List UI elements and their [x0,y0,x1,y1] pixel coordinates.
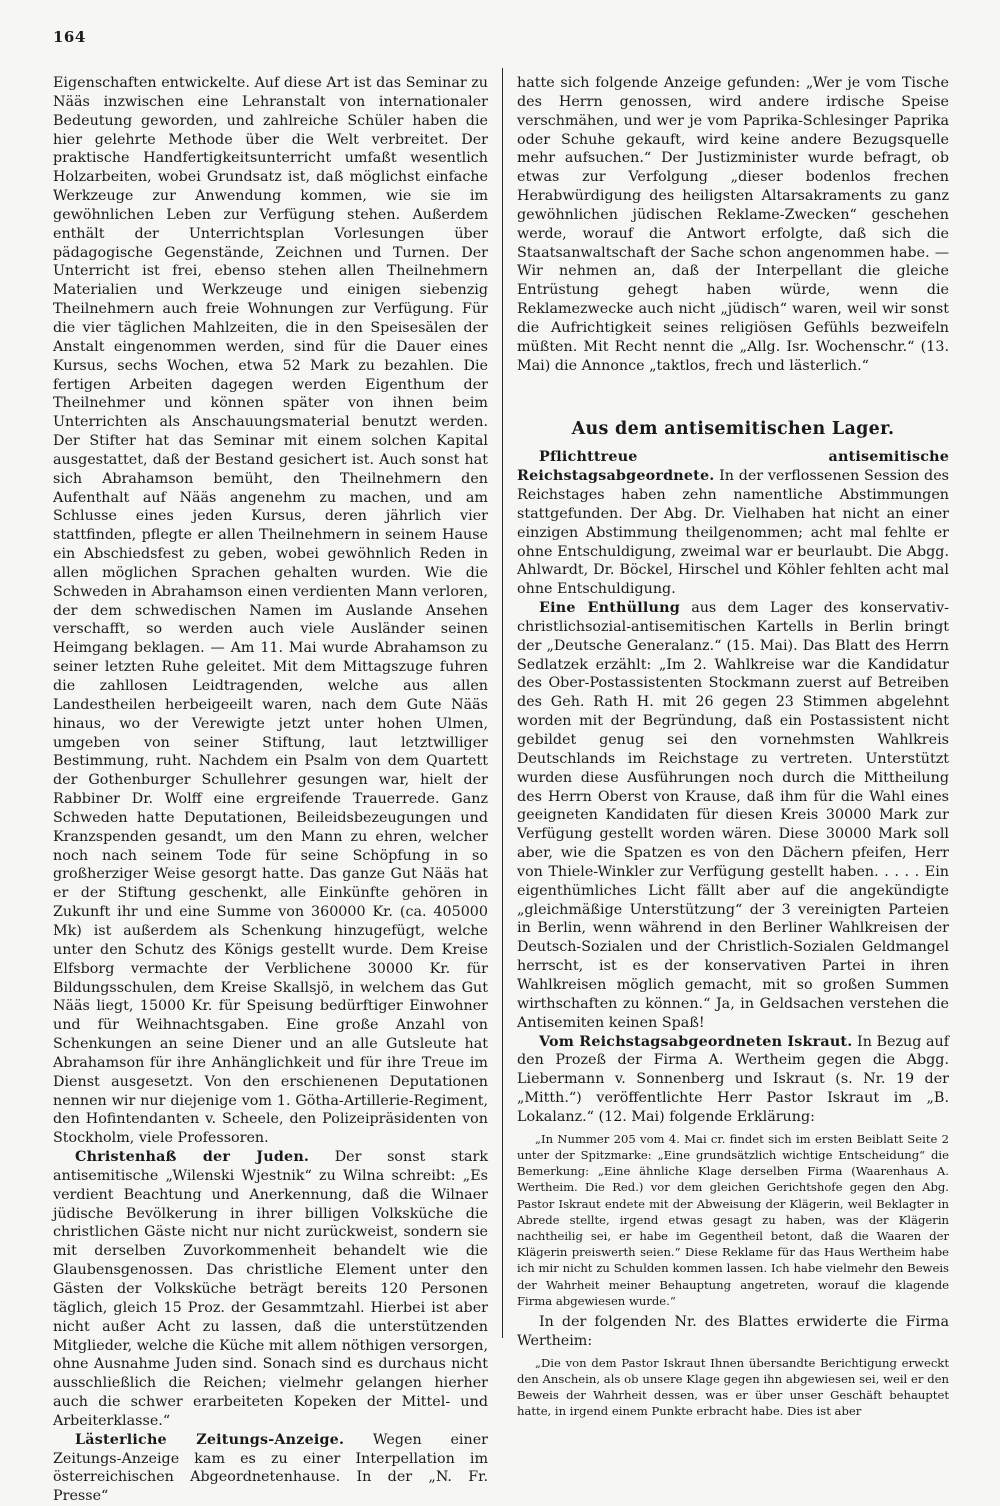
article-pflichttreue [517,448,949,599]
article-enthuellung [517,599,949,1032]
column-divider [502,68,503,1338]
section-title: Aus dem antisemitischen Lager. [571,418,895,439]
article-headline: Vom Reichstagsabgeordneten Iskraut. [539,1033,853,1050]
article-headline: Christenhaß der Juden. [75,1149,310,1166]
page-number: 164 [53,28,86,46]
article-body: Der sonst stark antisemitische „Wilenski Wjestnik“ zu Wilna schreibt: „Es verdient Beachtung und Anerkennung, daß die Wilnaer jüdische Bevölkerung in ihrer billigen Volksküche die christlichen Gäste nicht nur nicht zurückweist, sondern sie mit derselben Zuvorkommenheit behandelt wie die Glaubensgenossen. Das christliche Element unter den Gästen der Volksküche beträgt bereits 120 Personen täglich, gleich 15 Proz. der Gesammtzahl. Hierbei ist aber nicht außer Acht zu lassen, daß die unterstützenden Mitglieder, welche die Küche mit allem nöthigen versorgen, ohne Ausnahme Juden sind. Sonach sind es durchaus nicht ausschließlich die Reichen; vielmehr gelangen hierher auch die schwer erarbeiteten Kopeken der Mittel- und Arbeiterklasse.“ [53,1149,489,1429]
article-body: In der verflossenen Session des Reichstages haben zehn namentliche Abstimmungen stattgefunden. Der Abg. Dr. Vielhaben hat nicht an einer einzigen Abstimmung theilgenommen; acht mal fehlte er ohne Entschuldigung, zweimal war er beurlaubt. Die Abgg. Ahlwardt, Dr. Böckel, Hirschel und Köhler fehlten acht mal ohne Entschuldigung. [517,468,949,598]
article-zeitungs-anzeige [53,1431,488,1506]
right-column [517,74,950,1419]
article-continuation: hatte sich folgende Anzeige gefunden: „Wer je vom Tische des Herrn genossen, wird andere irdische Speise verschmähen, und wer je vom Paprika-Schlesinger Paprika oder Schuhe gekauft, wird keine andere Bezugsquelle mehr aufsuchen.“ Der Justizminister wurde befragt, ob etwas zur Verfolgung „dieser bodenlos frechen Herabwürdigung des heiligsten Altarsakraments zu ganz gewöhnlichen jüdischen Reklame-Zwecken“ geschehen werde, worauf die Antwort erfolgte, daß sich die Staatsanwaltschaft der Sache schon angenommen habe. — Wir nehmen an, daß der Interpellant die gleiche Entrüstung gehegt haben würde, wenn die Reklamezwecke auch nicht „jüdisch“ waren, weil wir sonst die Aufrichtigkeit seines religiösen Gefühls bezweifeln müßten. Mit Recht nennt die „Allg. Isr. Wochenschr.“ (13. Mai) die Annonce „taktlos, frech und lästerlich.“ [517,75,949,374]
article-headline: Eine Enthüllung [539,600,680,617]
quoted-reply: „Die von dem Pastor Iskraut Ihnen übersandte Berichtigung erweckt den Anschein, als ob unsere Klage gegen ihn abgewiesen sei, weil er den Beweis der Wahrheit dessen, was er über unser Geschäft behauptet hatte, in irgend einem Punkte erbracht habe. Dies ist aber [517,1355,949,1419]
left-column [53,74,489,1505]
bridge-text: In der folgenden Nr. des Blattes erwiderte die Firma Wertheim: [517,1313,949,1349]
article-iskraut [517,1033,949,1127]
article-body: In Bezug auf den Prozeß der Firma A. Wertheim gegen die Abgg. Liebermann v. Sonnenberg und Iskraut (s. Nr. 19 der „Mitth.“) veröffentlichte Herr Pastor Iskraut im „B. Lokalanz.“ (12. Mai) folgende Erklärung: [517,1033,950,1125]
article-christenhass [53,1148,488,1431]
article-body: aus dem Lager des konservativ-christlichsozial-antisemitischen Kartells in Berlin bringt der „Deutsche Generalanz.“ (15. Mai). Das Blatt des Herrn Sedlatzek erzählt: „Im 2. Wahlkreise war die Kandidatur des Ober-Postassistenten Stockmann zuerst auf Betreiben des Geh. Rath H. mit 26 gegen 23 Stimmen abgelehnt worden mit der Begründung, daß ein Postassistent nicht gebildet genug sei den vornehmsten Wahlkreis Deutschlands im Reichstage zu vertreten. Unterstützt wurden diese Ausführungen noch durch die Mittheilung des Herrn Oberst von Krause, daß ihm für die Wahl eines geeigneten Kandidaten für diesen Kreis 30000 Mark zur Verfügung gestellt worden wären. Diese 30000 Mark soll aber, wie die Spatzen es von den Dächern pfeifen, Herr von Thiele-Winkler zur Verfügung gestellt haben. . . . . Ein eigenthümliches Licht fällt aber auf die angekündigte „gleichmäßige Unterstützung“ der 3 vereinigten Parteien in Berlin, wenn während in den Berliner Wahlkreisen der Deutsch-Sozialen und der Christlich-Sozialen Geldmangel herrscht, ist es der konservativen Partei in ihren Wahlkreisen möglich gemacht, mit so großen Summen wirthschaften zu können.“ Ja, in Geldsachen verstehen die Antisemiten keinen Spaß! [517,600,949,1031]
article-body: Wegen einer Zeitungs-Anzeige kam es zu einer Interpellation im österreichischen Abgeordnetenhause. In der „N. Fr. Presse“ [53,1431,488,1505]
article-headline: Lästerliche Zeitungs-Anzeige. [75,1431,345,1448]
article-headline: Pflichttreue antisemitische Reichstagsabgeordnete. [517,449,949,485]
quoted-declaration: „In Nummer 205 vom 4. Mai cr. findet sich im ersten Beiblatt Seite 2 unter der Spitzmarke: „Eine grundsätzlich wichtige Entscheidung“ die Bemerkung: „Eine ähnliche Klage derselben Firma (Waarenhaus A. Wertheim. Die Red.) vor dem gleichen Gerichtshofe gegen den Abg. Pastor Iskraut endete mit der Abweisung der Klägerin, weil Beklagter in Abrede stellte, irgend etwas gesagt zu haben, was der Klägerin nachtheilig sei, er habe im Gegentheil betont, daß die Waaren der Klägerin preiswerth seien.“ Diese Reklame für das Haus Wertheim habe ich mir nicht zu Schulden kommen lassen. Ich habe vielmehr den Beweis der Wahrheit meiner Behauptung angetreten, worauf die klagende Firma abgewiesen wurde.“ [517,1131,949,1308]
article-abrahamson: Eigenschaften entwickelte. Auf diese Art ist das Seminar zu Nääs inzwischen eine Lehranstalt von internationaler Bedeutung geworden, und zahlreiche Schüler haben die hier gelehrte Methode über die Welt verbreitet. Der praktische Handfertigkeitsunterricht umfaßt wesentlich Holzarbeiten, wobei Grundsatz ist, daß möglichst einfache Werkzeuge zur Anwendung kommen, wie sie im gewöhnlichen Leben zur Verfügung stehen. Außerdem enthält der Unterrichtsplan Vorlesungen über pädagogische Gegenstände, Zeichnen und Turnen. Der Unterricht ist frei, ebenso stehen allen Theilnehmern Materialien und Werkzeuge und einigen siebenzig Theilnehmern auch freie Wohnungen zur Verfügung. Für die vier täglichen Mahlzeiten, die in den Speisesälen der Anstalt eingenommen werden, sind für die Dauer eines Kursus, sechs Wochen, etwa 52 Mark zu bezahlen. Die fertigen Arbeiten dagegen werden Eigenthum der Theilnehmer und können später von ihnen beim Unterrichten als Anschauungsmaterial benutzt werden. Der Stifter hat das Seminar mit einem solchen Kapital ausgestattet, daß der Bestand gesichert ist. Auch sonst hat sich Abrahamson bemüht, den Theilnehmern den Aufenthalt auf Nääs angenehm zu machen, und am Schlusse eines jeden Kursus, deren jährlich vier stattfinden, pflegte er allen Theilnehmern in seinem Hause ein Abschiedsfest zu geben, wobei gewöhnlich Reden in allen möglichen Sprachen gehalten wurden. Wie die Schweden in Abrahamson einen verdienten Mann verloren, der dem schwedischen Namen im Auslande Ansehen verschafft, so werden auch viele Ausländer seinen Heimgang beklagen. — Am 11. Mai wurde Abrahamson zu seiner letzten Ruhe geleitet. Mit dem Mittagszuge fuhren die zahllosen Leidtragenden, welche aus allen Landestheilen herbeigeeilt waren, nach dem Gute Nääs hinaus, wo der Verewigte jetzt unter hohen Ulmen, umgeben von seiner Stiftung, laut letztwilliger Bestimmung, ruht. Nachdem ein Psalm von dem Quartett der Gothenburger Schullehrer gesungen war, hielt der Rabbiner Dr. Wolff eine ergreifende Trauerrede. Ganz Schweden hatte Deputationen, Beileidsbezeugungen und Kranzspenden gesandt, um den Mann zu ehren, welcher noch nach seinem Tode für seine Schöpfung in so großherziger Weise gesorgt hatte. Das ganze Gut Nääs hat er der Stiftung geschenkt, alle Einkünfte gehören in Zukunft ihr und eine Summe von 360000 Kr. (ca. 405000 Mk) ist außerdem als Schenkung hinzugefügt, welche unter den Schutz des Königs gestellt wurde. Dem Kreise Elfsborg vermachte der Verblichene 30000 Kr. für Bildungsschulen, dem Kreise Skallsjö, in welchem das Gut Nääs liegt, 15000 Kr. für Speisung bedürftiger Einwohner und für Weihnachtsgaben. Eine große Anzahl von Schenkungen an seine Diener und an alle Gutsleute hat Abrahamson für ihre Anhänglichkeit und für ihre Treue im Dienst ausgesetzt. Von den erschienenen Deputationen nennen wir nur diejenige vom 1. Götha-Artillerie-Regiment, den Hofintendanten v. Scheele, den Polizeipräsidenten von Stockholm, viele Professoren. [53,75,488,1147]
